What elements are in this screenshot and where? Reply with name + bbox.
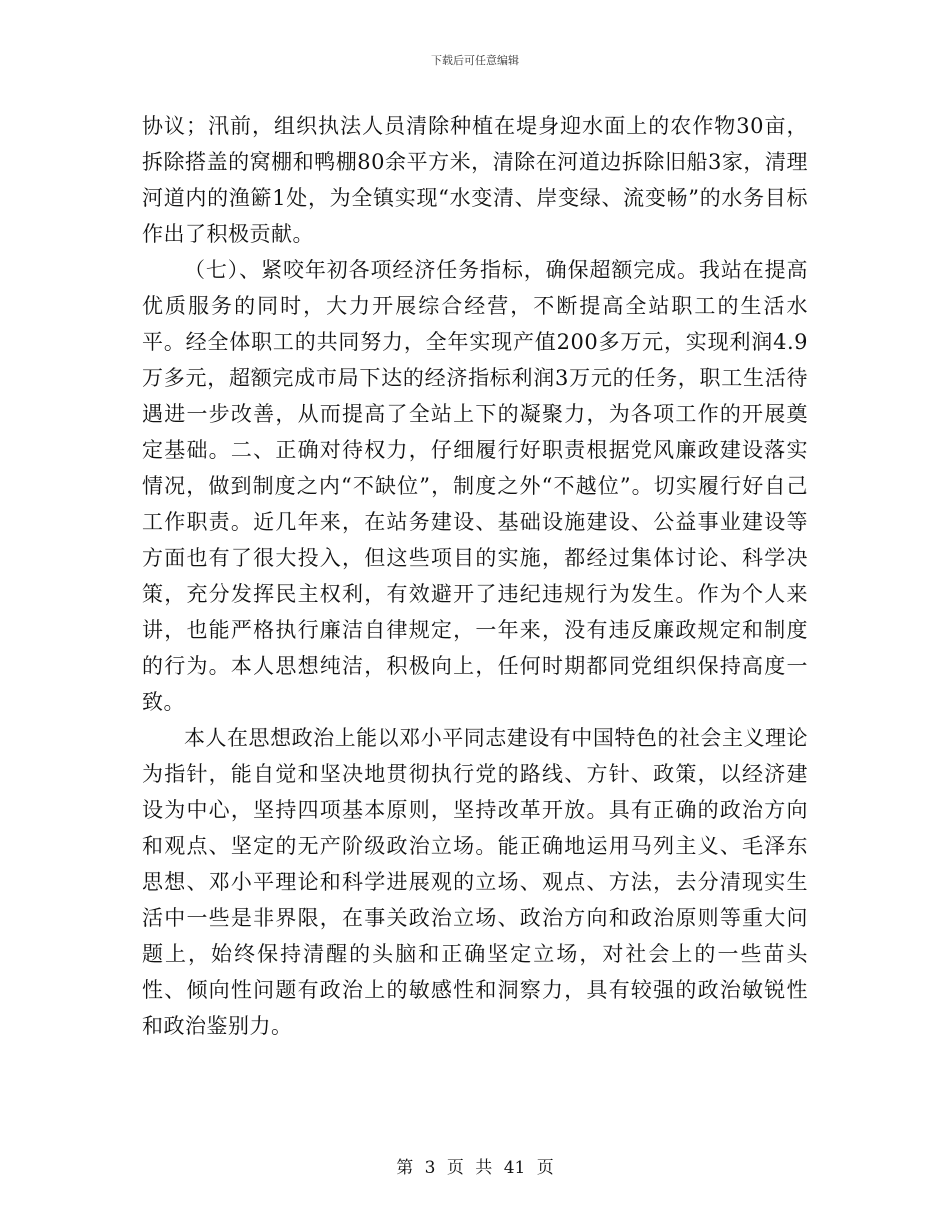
paragraph-flood-work: 协议；汛前，组织执法人员清除种植在堤身迎水面上的农作物30亩，拆除搭盖的窝棚和鸭棚80余平方米，清除在河道边拆除旧船3家，清理河道内的渔簖1处，为全镇实现“水变清、岸变绿、流变畅”的水务目标作出了积极贡献。 xyxy=(142,114,808,246)
document-body xyxy=(142,108,808,1044)
paragraph-economic-targets: （七）、紧咬年初各项经济任务指标，确保超额完成。我站在提高优质服务的同时，大力开展综合经营，不断提高全站职工的生活水平。经全体职工的共同努力，全年实现产值200多万元，实现利润4.9万多元，超额完成市局下达的经济指标利润3万元的任务，职工生活待遇进一步改善，从而提高了全站上下的凝聚力，为各项工作的开展奠定基础。二、正确对待权力，仔细履行好职责根据党风廉政建设落实情况，做到制度之内“不缺位”，制度之外“不越位”。切实履行好自己工作职责。近几年来，在站务建设、基础设施建设、公益事业建设等方面也有了很大投入，但这些项目的实施，都经过集体讨论、科学决策，充分发挥民主权利，有效避开了违纪违规行为发生。作为个人来讲，也能严格执行廉洁自律规定，一年来，没有违反廉政规定和制度的行为。本人思想纯洁，积极向上，任何时期都同党组织保持高度一致。 xyxy=(142,258,808,714)
paragraph-political-thought: 本人在思想政治上能以邓小平同志建设有中国特色的社会主义理论为指针，能自觉和坚决地贯彻执行党的路线、方针、政策，以经济建设为中心，坚持四项基本原则，坚持改革开放。具有正确的政治方向和观点、坚定的无产阶级政治立场。能正确地运用马列主义、毛泽东思想、邓小平理论和科学进展观的立场、观点、方法，去分清现实生活中一些是非界限，在事关政治立场、政治方向和政治原则等重大问题上，始终保持清醒的头脑和正确坚定立场，对社会上的一些苗头性、倾向性问题有政治上的敏感性和洞察力，具有较强的政治敏锐性和政治鉴别力。 xyxy=(142,726,808,1038)
page-number: 第 3 页 共 41 页 xyxy=(396,1158,554,1178)
page-header: 下载后可任意编辑 xyxy=(431,54,519,67)
